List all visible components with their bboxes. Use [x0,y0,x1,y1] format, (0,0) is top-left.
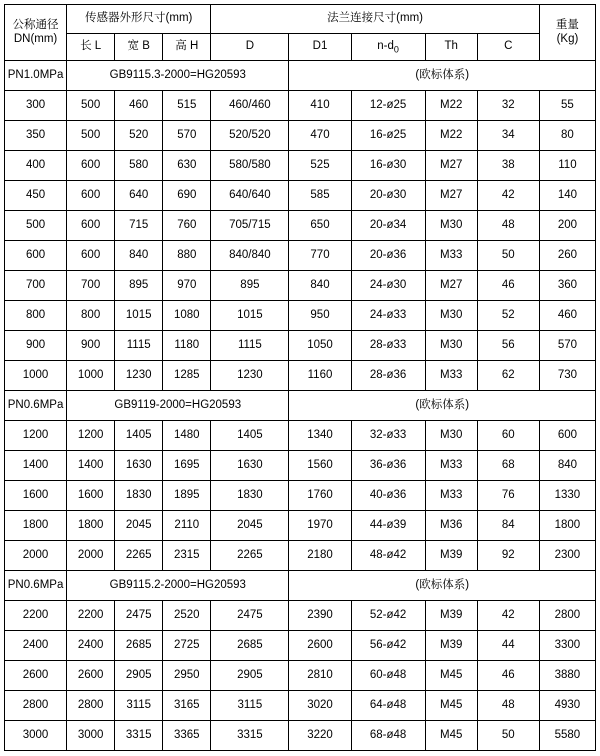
table-cell: 840/840 [211,241,289,271]
table-cell: 1285 [163,361,211,391]
table-cell: 570 [163,121,211,151]
table-cell: 2475 [115,601,163,631]
table-cell: 2200 [5,601,67,631]
table-cell: 20-ø34 [351,211,425,241]
table-cell: 715 [115,211,163,241]
table-cell: 1230 [211,361,289,391]
table-cell: 1200 [67,421,115,451]
table-row [5,211,596,241]
table-cell: 1630 [211,451,289,481]
table-cell: 2800 [539,601,595,631]
table-cell: 48 [477,211,539,241]
table-cell: 40-ø36 [351,481,425,511]
table-cell: 2800 [5,691,67,721]
table-cell: 92 [477,541,539,571]
table-cell: 42 [477,601,539,631]
table-cell: 1050 [289,331,351,361]
table-cell: 32-ø33 [351,421,425,451]
table-cell: 3165 [163,691,211,721]
table-row [5,421,596,451]
table-cell: 730 [539,361,595,391]
table-cell: 630 [163,151,211,181]
table-cell: 690 [163,181,211,211]
table-cell: 60 [477,421,539,451]
table-cell: 895 [211,271,289,301]
table-cell: 20-ø30 [351,181,425,211]
table-cell: 62 [477,361,539,391]
table-cell: 3000 [5,721,67,751]
table-row [5,301,596,331]
table-cell: 3000 [67,721,115,751]
table-cell: 46 [477,661,539,691]
table-cell: 970 [163,271,211,301]
table-cell: 16-ø25 [351,121,425,151]
table-cell: 770 [289,241,351,271]
table-cell: 900 [5,331,67,361]
table-cell: 68 [477,451,539,481]
table-cell: 840 [539,451,595,481]
table-cell: 2905 [115,661,163,691]
table-cell: 2600 [289,631,351,661]
header-th: Th [425,34,477,61]
table-cell: 1000 [67,361,115,391]
table-cell: 1015 [211,301,289,331]
table-cell: 52-ø42 [351,601,425,631]
table-row [5,241,596,271]
table-cell: 1630 [115,451,163,481]
table-cell: 84 [477,511,539,541]
table-cell: 2600 [67,661,115,691]
table-cell: 4930 [539,691,595,721]
table-cell: M27 [425,271,477,301]
table-cell: 600 [67,181,115,211]
table-row [5,271,596,301]
table-cell: 2950 [163,661,211,691]
table-cell: M30 [425,211,477,241]
table-cell: 1480 [163,421,211,451]
section-pressure-label: PN1.0MPa [5,61,67,91]
table-cell: 640/640 [211,181,289,211]
table-cell: 200 [539,211,595,241]
table-cell: 1115 [115,331,163,361]
table-cell: 2315 [163,541,211,571]
table-cell: 2810 [289,661,351,691]
table-cell: 460 [115,91,163,121]
section-standard: GB9119-2000=HG20593 [67,391,289,421]
table-row [5,661,596,691]
table-cell: 2300 [539,541,595,571]
table-cell: 2000 [5,541,67,571]
section-note: (欧标体系) [289,61,596,91]
table-cell: M39 [425,541,477,571]
table-cell: 900 [67,331,115,361]
header-n-d0: $n-d_0$ [351,34,425,61]
table-cell: 300 [5,91,67,121]
table-cell: 800 [5,301,67,331]
header-width: 宽 B [115,34,163,61]
table-cell: 840 [115,241,163,271]
table-cell: 520 [115,121,163,151]
table-cell: 1230 [115,361,163,391]
table-cell: 2905 [211,661,289,691]
table-row [5,151,596,181]
table-row [5,691,596,721]
table-cell: 48 [477,691,539,721]
table-cell: 64-ø48 [351,691,425,721]
table-cell: 44-ø39 [351,511,425,541]
table-cell: 1830 [115,481,163,511]
table-cell: 50 [477,721,539,751]
table-cell: 2600 [5,661,67,691]
table-cell: 1600 [5,481,67,511]
table-cell: 2685 [115,631,163,661]
header-dn: 公称通径 DN(mm) [5,5,67,61]
table-cell: 1600 [67,481,115,511]
table-cell: 600 [539,421,595,451]
table-cell: 525 [289,151,351,181]
table-cell: 50 [477,241,539,271]
section-header-row [5,391,596,421]
table-row [5,631,596,661]
table-cell: 360 [539,271,595,301]
table-cell: 515 [163,91,211,121]
table-cell: 2045 [211,511,289,541]
table-cell: 520/520 [211,121,289,151]
table-cell: 600 [5,241,67,271]
table-cell: 46 [477,271,539,301]
table-cell: 700 [5,271,67,301]
table-cell: 950 [289,301,351,331]
table-cell: 2685 [211,631,289,661]
table-cell: 1400 [67,451,115,481]
table-cell: 895 [115,271,163,301]
table-cell: M33 [425,481,477,511]
table-cell: 1800 [67,511,115,541]
table-row [5,451,596,481]
table-cell: 140 [539,181,595,211]
specification-table [4,4,596,751]
table-cell: 55 [539,91,595,121]
table-cell: 3880 [539,661,595,691]
section-header-row [5,61,596,91]
table-cell: 410 [289,91,351,121]
table-cell: M45 [425,661,477,691]
table-cell: 76 [477,481,539,511]
section-pressure-label: PN0.6MPa [5,571,67,601]
section-note: (欧标体系) [289,571,596,601]
table-row [5,511,596,541]
table-cell: 580 [115,151,163,181]
header-c: C [477,34,539,61]
header-weight: 重量 (Kg) [539,5,595,61]
table-row [5,91,596,121]
header-d: D [211,34,289,61]
table-cell: 44 [477,631,539,661]
table-cell: 1400 [5,451,67,481]
header-group-sensor: 传感器外形尺寸(mm) [67,5,211,34]
table-cell: 580/580 [211,151,289,181]
table-cell: 1560 [289,451,351,481]
table-row [5,481,596,511]
section-pressure-label: PN0.6MPa [5,391,67,421]
table-cell: M27 [425,151,477,181]
table-cell: 1800 [539,511,595,541]
table-cell: 38 [477,151,539,181]
table-cell: 42 [477,181,539,211]
table-cell: 400 [5,151,67,181]
table-cell: M33 [425,241,477,271]
table-cell: 705/715 [211,211,289,241]
table-cell: 2520 [163,601,211,631]
table-cell: 2400 [5,631,67,661]
table-cell: 56 [477,331,539,361]
table-cell: 840 [289,271,351,301]
table-cell: 3220 [289,721,351,751]
header-d1: D1 [289,34,351,61]
table-row [5,181,596,211]
table-cell: 1200 [5,421,67,451]
table-cell: 2800 [67,691,115,721]
table-row [5,361,596,391]
section-note: (欧标体系) [289,391,596,421]
table-cell: 585 [289,181,351,211]
header-row-top [5,5,596,34]
table-cell: 1970 [289,511,351,541]
table-cell: 5580 [539,721,595,751]
table-cell: 3020 [289,691,351,721]
table-cell: M39 [425,601,477,631]
table-cell: 2725 [163,631,211,661]
table-cell: 3115 [211,691,289,721]
table-cell: 600 [67,151,115,181]
table-cell: 48-ø42 [351,541,425,571]
table-cell: 34 [477,121,539,151]
table-cell: 1830 [211,481,289,511]
table-cell: 650 [289,211,351,241]
table-cell: 28-ø33 [351,331,425,361]
table-cell: 110 [539,151,595,181]
header-row-sub [5,34,596,61]
table-cell: 32 [477,91,539,121]
table-cell: 1015 [115,301,163,331]
table-cell: 600 [67,211,115,241]
table-cell: 600 [67,241,115,271]
table-cell: 640 [115,181,163,211]
table-row [5,331,596,361]
table-cell: 2475 [211,601,289,631]
table-cell: 2110 [163,511,211,541]
table-cell: M33 [425,361,477,391]
section-header-row [5,571,596,601]
table-cell: M45 [425,721,477,751]
table-cell: 500 [5,211,67,241]
table-cell: 2265 [211,541,289,571]
table-cell: 460/460 [211,91,289,121]
section-standard: GB9115.3-2000=HG20593 [67,61,289,91]
table-cell: 500 [67,121,115,151]
table-cell: M33 [425,451,477,481]
table-cell: 1760 [289,481,351,511]
table-cell: 500 [67,91,115,121]
table-cell: 56-ø42 [351,631,425,661]
table-cell: 2400 [67,631,115,661]
table-cell: 450 [5,181,67,211]
header-group-flange: 法兰连接尺寸(mm) [211,5,540,34]
table-cell: 1160 [289,361,351,391]
table-cell: 2000 [67,541,115,571]
table-row [5,721,596,751]
header-height: 高 H [163,34,211,61]
header-length: 长 L [67,34,115,61]
table-cell: 350 [5,121,67,151]
table-cell: 2045 [115,511,163,541]
table-cell: 3115 [115,691,163,721]
table-row [5,541,596,571]
table-cell: 470 [289,121,351,151]
table-cell: 800 [67,301,115,331]
table-row [5,601,596,631]
table-cell: 1115 [211,331,289,361]
table-cell: 60-ø48 [351,661,425,691]
table-cell: 3315 [115,721,163,751]
table-cell: 24-ø30 [351,271,425,301]
table-row [5,121,596,151]
table-cell: 1340 [289,421,351,451]
table-cell: 24-ø33 [351,301,425,331]
table-cell: 760 [163,211,211,241]
table-cell: 1330 [539,481,595,511]
table-cell: M45 [425,691,477,721]
table-cell: 12-ø25 [351,91,425,121]
table-cell: 1180 [163,331,211,361]
table-cell: 1405 [115,421,163,451]
table-cell: 1800 [5,511,67,541]
table-cell: M39 [425,631,477,661]
table-cell: M30 [425,301,477,331]
table-cell: M30 [425,331,477,361]
table-cell: 3300 [539,631,595,661]
table-cell: 2200 [67,601,115,631]
table-cell: 2265 [115,541,163,571]
table-cell: 1405 [211,421,289,451]
table-cell: 1895 [163,481,211,511]
section-standard: GB9115.2-2000=HG20593 [67,571,289,601]
table-cell: 16-ø30 [351,151,425,181]
table-cell: M27 [425,181,477,211]
table-cell: 700 [67,271,115,301]
table-cell: 80 [539,121,595,151]
table-cell: 20-ø36 [351,241,425,271]
table-cell: 1080 [163,301,211,331]
table-cell: 570 [539,331,595,361]
table-cell: 3365 [163,721,211,751]
table-cell: 52 [477,301,539,331]
table-cell: 1000 [5,361,67,391]
table-cell: 1695 [163,451,211,481]
table-cell: 36-ø36 [351,451,425,481]
table-cell: 3315 [211,721,289,751]
table-cell: 68-ø48 [351,721,425,751]
table-cell: 880 [163,241,211,271]
table-cell: 2180 [289,541,351,571]
table-cell: 460 [539,301,595,331]
table-cell: M22 [425,121,477,151]
table-cell: M30 [425,421,477,451]
table-cell: 2390 [289,601,351,631]
table-cell: M22 [425,91,477,121]
table-cell: 260 [539,241,595,271]
table-cell: 28-ø36 [351,361,425,391]
table-cell: M36 [425,511,477,541]
